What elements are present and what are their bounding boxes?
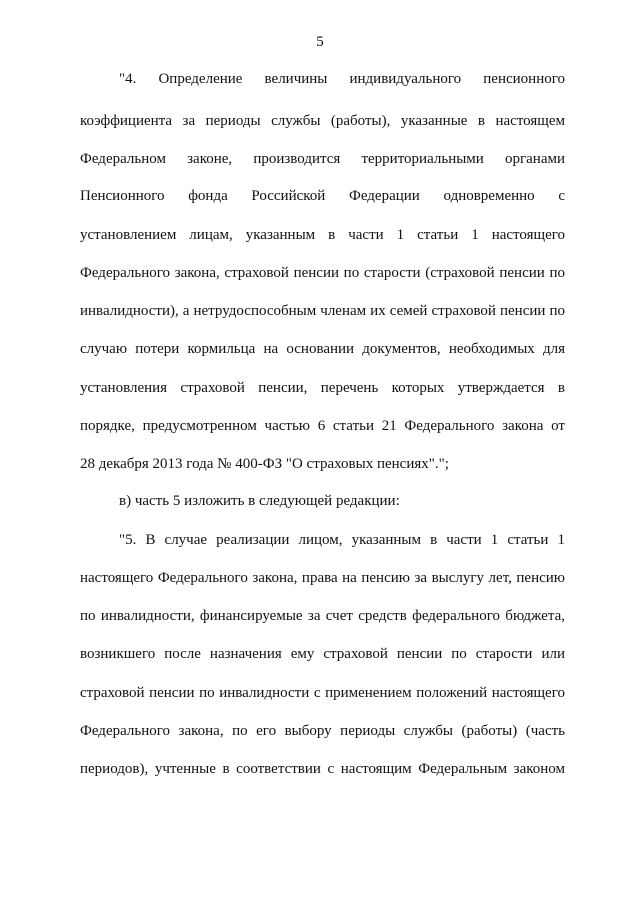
paragraph-line: страховой пенсии по инвалидности с применением положений настоящего (80, 685, 565, 701)
paragraph-line: коэффициента за периоды службы (работы), указанные в настоящем (80, 113, 565, 129)
paragraph-line: в) часть 5 изложить в следующей редакции: (119, 493, 400, 509)
paragraph-line: Федерального закона, страховой пенсии по старости (страховой пенсии по (80, 265, 565, 281)
page-number: 5 (316, 34, 324, 50)
paragraph-line: Федерального закона, по его выбору периоды службы (работы) (часть (80, 723, 565, 739)
paragraph-line: периодов), учтенные в соответствии с настоящим Федеральным законом (80, 761, 565, 777)
paragraph-line: инвалидности), а нетрудоспособным членам их семей страховой пенсии по (80, 303, 565, 319)
paragraph-line: "5. В случае реализации лицом, указанным в части 1 статьи 1 (119, 532, 565, 548)
paragraph-line: 28 декабря 2013 года № 400-ФЗ "О страховых пенсиях"."; (80, 456, 449, 472)
paragraph-line: порядке, предусмотренном частью 6 статьи 21 Федерального закона от (80, 418, 565, 434)
paragraph-line: настоящего Федерального закона, права на пенсию за выслугу лет, пенсию (80, 570, 565, 586)
paragraph-line: установлением лицам, указанным в части 1 статьи 1 настоящего (80, 227, 565, 243)
paragraph-line: по инвалидности, финансируемые за счет средств федерального бюджета, (80, 608, 565, 624)
paragraph-line: случаю потери кормильца на основании документов, необходимых для (80, 341, 565, 357)
paragraph-line: установления страховой пенсии, перечень которых утверждается в (80, 380, 565, 396)
paragraph-line: возникшего после назначения ему страховой пенсии по старости или (80, 646, 565, 662)
paragraph-line: "4. Определение величины индивидуального пенсионного (119, 71, 565, 87)
paragraph-line: Федеральном законе, производится территориальными органами (80, 151, 565, 167)
paragraph-line: Пенсионного фонда Российской Федерации одновременно с (80, 188, 565, 204)
